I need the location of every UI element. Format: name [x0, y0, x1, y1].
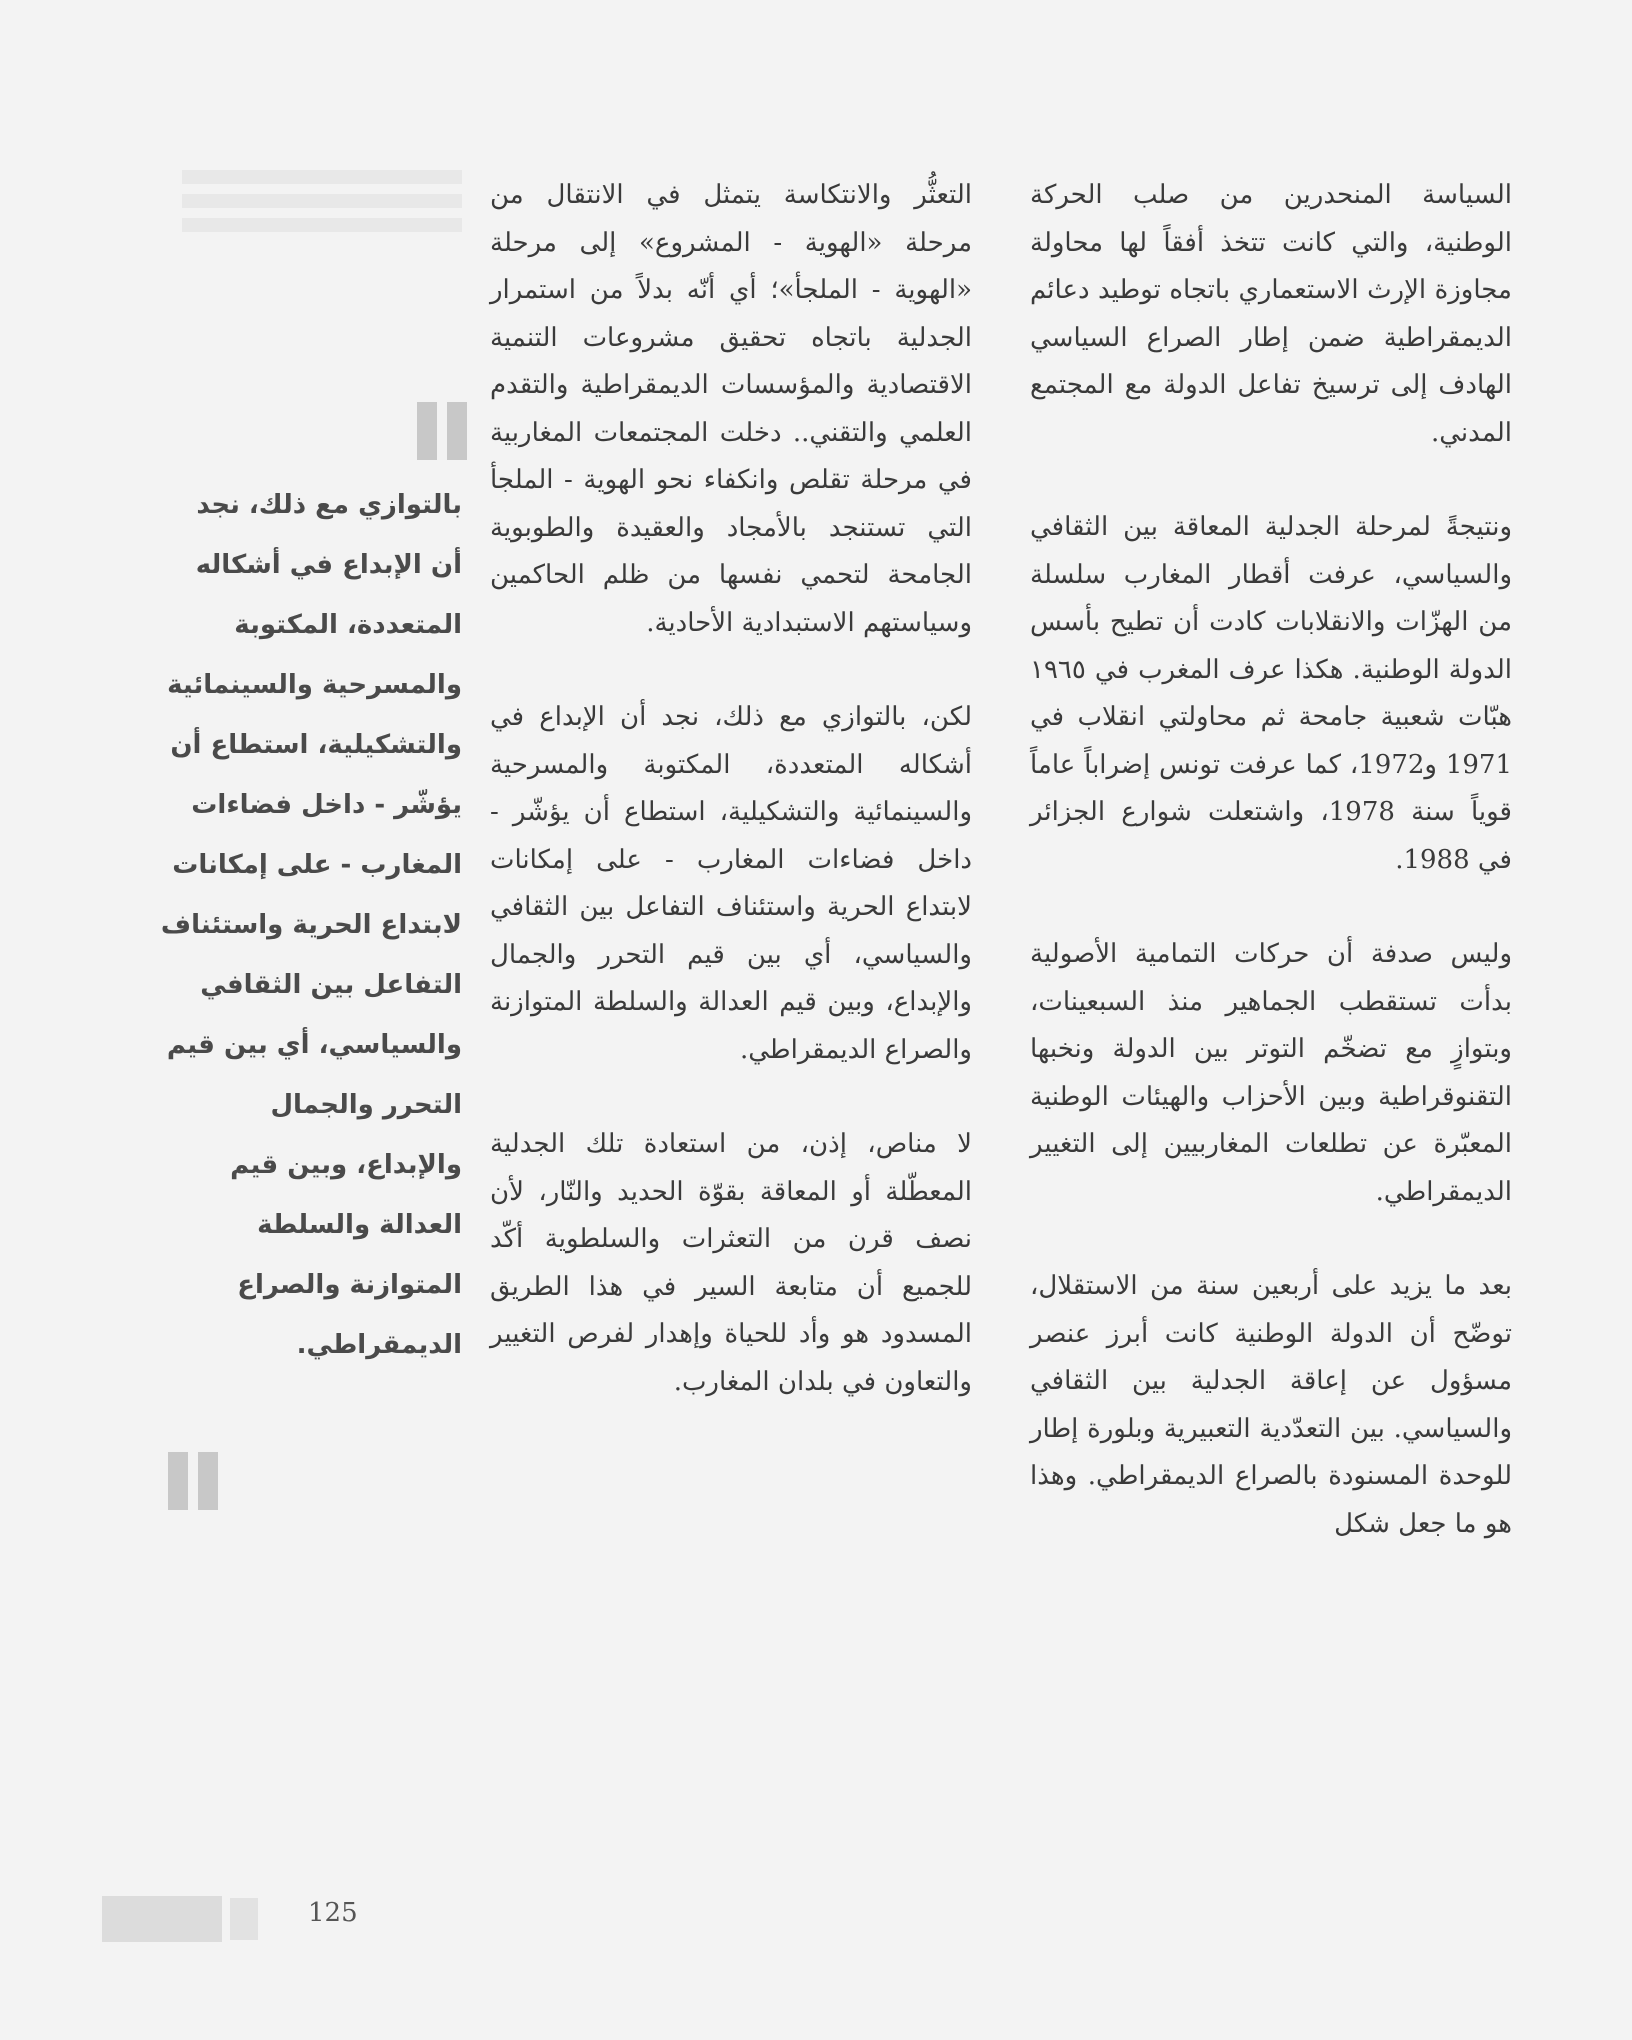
paragraph: لكن، بالتوازي مع ذلك، نجد أن الإبداع في أشكاله المتعددة، المكتوبة والمسرحية والسينمائية والتشكيلية، استطاع أن يؤشّر - داخل فضاءات المغارب - على إمكانات لابتداع الحرية واستئناف التفاعل بين الثقافي والسياسي، أي بين قيم التحرر والجمال والإبداع، وبين قيم العدالة والسلطة المتوازنة والصراع الديمقراطي. — [490, 702, 972, 1065]
paragraph: التعثُّر والانتكاسة يتمثل في الانتقال من مرحلة «الهوية - المشروع» إلى مرحلة «الهوية - الملجأ»؛ أي أنّه بدلاً من استمرار الجدلية باتجاه تحقيق مشروعات التنمية الاقتصادية والمؤسسات الديمقراطية والتقدم العلمي والتقني.. دخلت المجتمعات المغاربية في مرحلة تقلص وانكفاء نحو الهوية - الملجأ التي تستنجد بالأمجاد والعقيدة والطوبوية الجامحة لتحمي نفسها من ظلم الحاكمين وسياستهم الاستبدادية الأحادية. — [490, 180, 972, 638]
article-column-right — [1030, 172, 1512, 1595]
paragraph: وليس صدفة أن حركات التمامية الأصولية بدأت تستقطب الجماهير منذ السبعينات، وبتوازٍ مع تضخّم التوتر بين الدولة ونخبها التقنوقراطية وبين الأحزاب والهيئات الوطنية المعبّرة عن تطلعات المغاربيين إلى التغيير الديمقراطي. — [1030, 939, 1512, 1207]
footer-logo-icon — [230, 1898, 258, 1940]
paragraph: لا مناص، إذن، من استعادة تلك الجدلية المعطّلة أو المعاقة بقوّة الحديد والنّار، لأن نصف قرن من التعثرات والسلطوية أكّد للجميع أن متابعة السير في هذا الطريق المسدود هو وأد للحياة وإهدار لفرص التغيير والتعاون في بلدان المغارب. — [490, 1129, 972, 1397]
pull-quote: بالتوازي مع ذلك، نجد أن الإبداع في أشكاله المتعددة، المكتوبة والمسرحية والسينمائية والتشكيلية، استطاع أن يؤشّر - داخل فضاءات المغارب - على إمكانات لابتداع الحرية واستئناف التفاعل بين الثقافي والسياسي، أي بين قيم التحرر والجمال والإبداع، وبين قيم العدالة والسلطة المتوازنة والصراع الديمقراطي. — [160, 490, 462, 1360]
quote-close-mark-icon — [168, 1452, 218, 1510]
footer-decoration — [102, 1896, 222, 1942]
paragraph: ونتيجةً لمرحلة الجدلية المعاقة بين الثقافي والسياسي، عرفت أقطار المغارب سلسلة من الهزّات والانقلابات كادت أن تطيح بأسس الدولة الوطنية. هكذا عرف المغرب في ١٩٦٥ هبّات شعبية جامحة ثم محاولتي انقلاب في 1971 و1972، كما عرفت تونس إضراباً عاماً قوياً سنة 1978، واشتعلت شوارع الجزائر في 1988. — [1030, 512, 1512, 875]
faint-bleed-through-text — [182, 160, 462, 252]
paragraph: بعد ما يزيد على أربعين سنة من الاستقلال، توضّح أن الدولة الوطنية كانت أبرز عنصر مسؤول عن إعاقة الجدلية بين الثقافي والسياسي. بين التعدّدية التعبيرية وبلورة إطار للوحدة المسنودة بالصراع الديمقراطي. وهذا هو ما جعل شكل — [1030, 1271, 1512, 1539]
quote-open-mark-icon — [417, 402, 467, 460]
paragraph: السياسة المنحدرين من صلب الحركة الوطنية، والتي كانت تتخذ أفقاً لها محاولة مجاوزة الإرث الاستعماري باتجاه توطيد دعائم الديمقراطية ضمن إطار الصراع السياسي الهادف إلى ترسيخ تفاعل الدولة مع المجتمع المدني. — [1030, 180, 1512, 448]
article-column-middle — [490, 172, 972, 1453]
page-number: 125 — [308, 1898, 358, 1928]
